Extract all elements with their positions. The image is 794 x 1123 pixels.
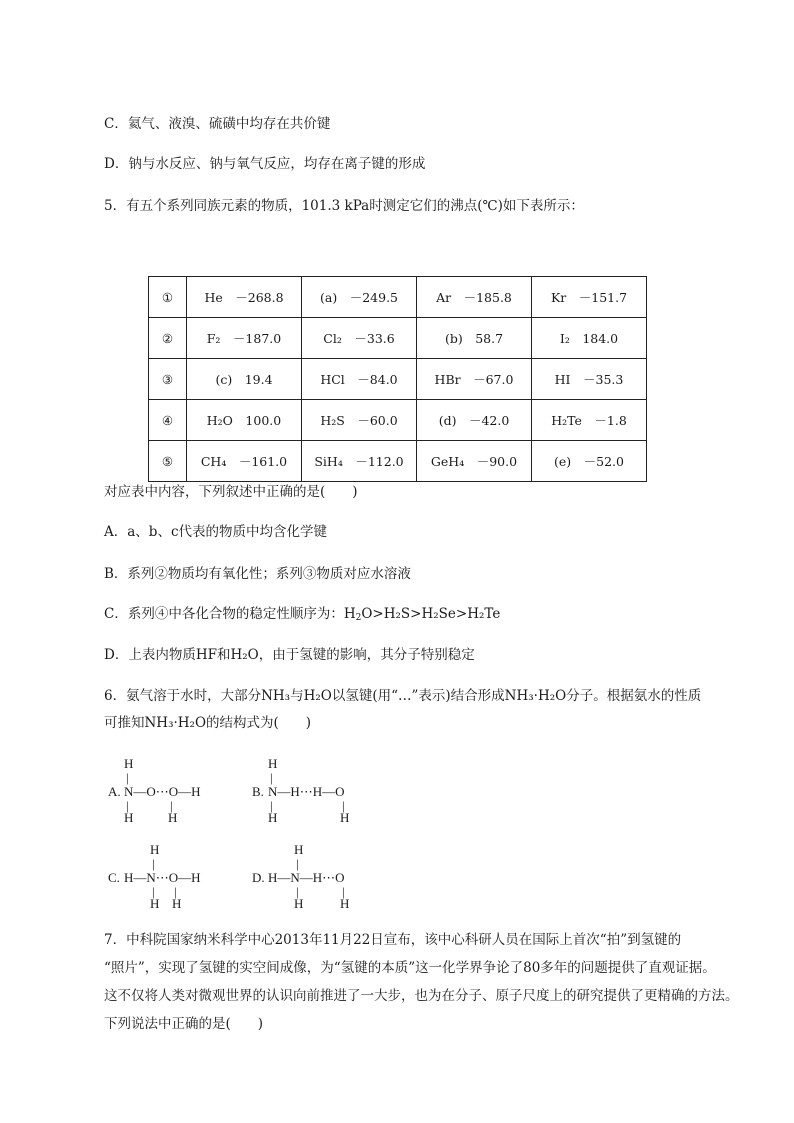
h-atom: H [268,756,278,771]
bond-vertical: | [152,884,155,899]
table-row [149,400,647,441]
option-c-text-start: C．系列④中各化合物的稳定性顺序为：H [104,606,356,622]
structure-main-chain: H—N⋯O—H [124,870,201,885]
bond-vertical: | [126,770,129,785]
h-atom: H [124,756,134,771]
question-6-line-2: 可推知NH₃·H₂O的结构式为( ) [104,715,312,731]
option-d-previous: D．钠与水反应、钠与氧气反应，均存在离子键的形成 [104,156,426,172]
h-atom: H [340,896,350,911]
series-cell: ③ [149,359,187,400]
h-atom: H [150,896,160,911]
option-label: B. [252,784,264,799]
table-cell: HBr －67.0 [417,359,532,400]
h-atom: H [268,810,278,825]
table-cell: (b) 58.7 [417,318,532,359]
question-6-line-1: 6．氨气溶于水时，大部分NH₃与H₂O以氢键(用“…”表示)结合形成NH₃·H₂O分子。根据氨水的性质 [104,688,702,704]
option-label: A. [108,784,121,799]
table-row [149,318,647,359]
option-c-text-end: O>H₂S>H₂Se>H₂Te [361,606,501,622]
table-row [149,441,647,482]
option-label: D. [252,870,265,885]
option-c-previous: C．氦气、液溴、硫磺中均存在共价键 [104,116,331,132]
h-atom: H [340,810,350,825]
table-cell: (c) 19.4 [187,359,302,400]
question-5-prompt: 对应表中内容，下列叙述中正确的是( ) [104,484,358,500]
table-cell: (a) －249.5 [302,277,417,318]
table-cell: SiH₄ －112.0 [302,441,417,482]
bond-vertical: | [296,856,299,871]
bond-vertical: | [152,856,155,871]
table-cell: H₂Te －1.8 [532,400,647,441]
option-label: C. [108,870,120,885]
bond-vertical: | [270,770,273,785]
question-5-option-d: D．上表内物质HF和H₂O，由于氢键的影响，其分子特别稳定 [104,647,475,663]
question-5-stem: 5．有五个系列同族元素的物质，101.3 kPa时测定它们的沸点(℃)如下表所示： [104,198,584,214]
table-cell: CH₄ －161.0 [187,441,302,482]
table-cell: HI －35.3 [532,359,647,400]
table-cell: Kr －151.7 [532,277,647,318]
bond-vertical: | [270,798,273,813]
table-cell: HCl －84.0 [302,359,417,400]
table-cell: Ar －185.8 [417,277,532,318]
table-cell: H₂O 100.0 [187,400,302,441]
h-atom: H [168,810,178,825]
table-row [149,359,647,400]
h-atom: H [294,842,304,857]
question-5-option-b: B．系列②物质均有氧化性；系列③物质对应水溶液 [104,566,411,582]
table-cell: I₂ 184.0 [532,318,647,359]
bond-vertical: | [342,798,345,813]
structure-main-chain: H—N—H⋯O [268,870,345,885]
question-5-option-c: C．系列④中各化合物的稳定性顺序为：$H_2O>H_2S>H_2Se>H_2Te$ [104,606,501,623]
table-cell: F₂ －187.0 [187,318,302,359]
bond-vertical: | [170,798,173,813]
structure-main-chain: N—O⋯O—H [124,784,201,799]
bond-vertical: | [342,884,345,899]
bond-vertical: | [296,884,299,899]
structure-main-chain: N—H⋯H—O [268,784,345,799]
h-atom: H [124,810,134,825]
question-7-line-2: “照片”，实现了氢键的实空间成像，为“氢键的本质”这一化学界争论了80多年的问题提供了直观证据。 [104,960,716,976]
table-cell: GeH₄ －90.0 [417,441,532,482]
table-cell: (d) －42.0 [417,400,532,441]
table-row [149,277,647,318]
boiling-point-table [148,276,647,482]
series-cell: ① [149,277,187,318]
h-atom: H [150,842,160,857]
series-cell: ② [149,318,187,359]
h-atom: H [172,896,182,911]
table-cell: (e) －52.0 [532,441,647,482]
series-cell: ⑤ [149,441,187,482]
question-7-line-3: 这不仅将人类对微观世界的认识向前推进了一大步，也为在分子、原子尺度上的研究提供了更精确的方法。 [104,988,739,1004]
question-7-line-1: 7．中科院国家纳米科学中心2013年11月22日宣布，该中心科研人员在国际上首次“拍”到氢键的 [104,932,682,948]
question-7-line-4: 下列说法中正确的是( ) [104,1016,264,1032]
table-cell: H₂S －60.0 [302,400,417,441]
table-cell: He －268.8 [187,277,302,318]
question-5-option-a: A．a、b、c代表的物质中均含化学键 [104,524,328,540]
table-cell: Cl₂ －33.6 [302,318,417,359]
bond-vertical: | [174,884,177,899]
h-atom: H [294,896,304,911]
bond-vertical: | [126,798,129,813]
series-cell: ④ [149,400,187,441]
